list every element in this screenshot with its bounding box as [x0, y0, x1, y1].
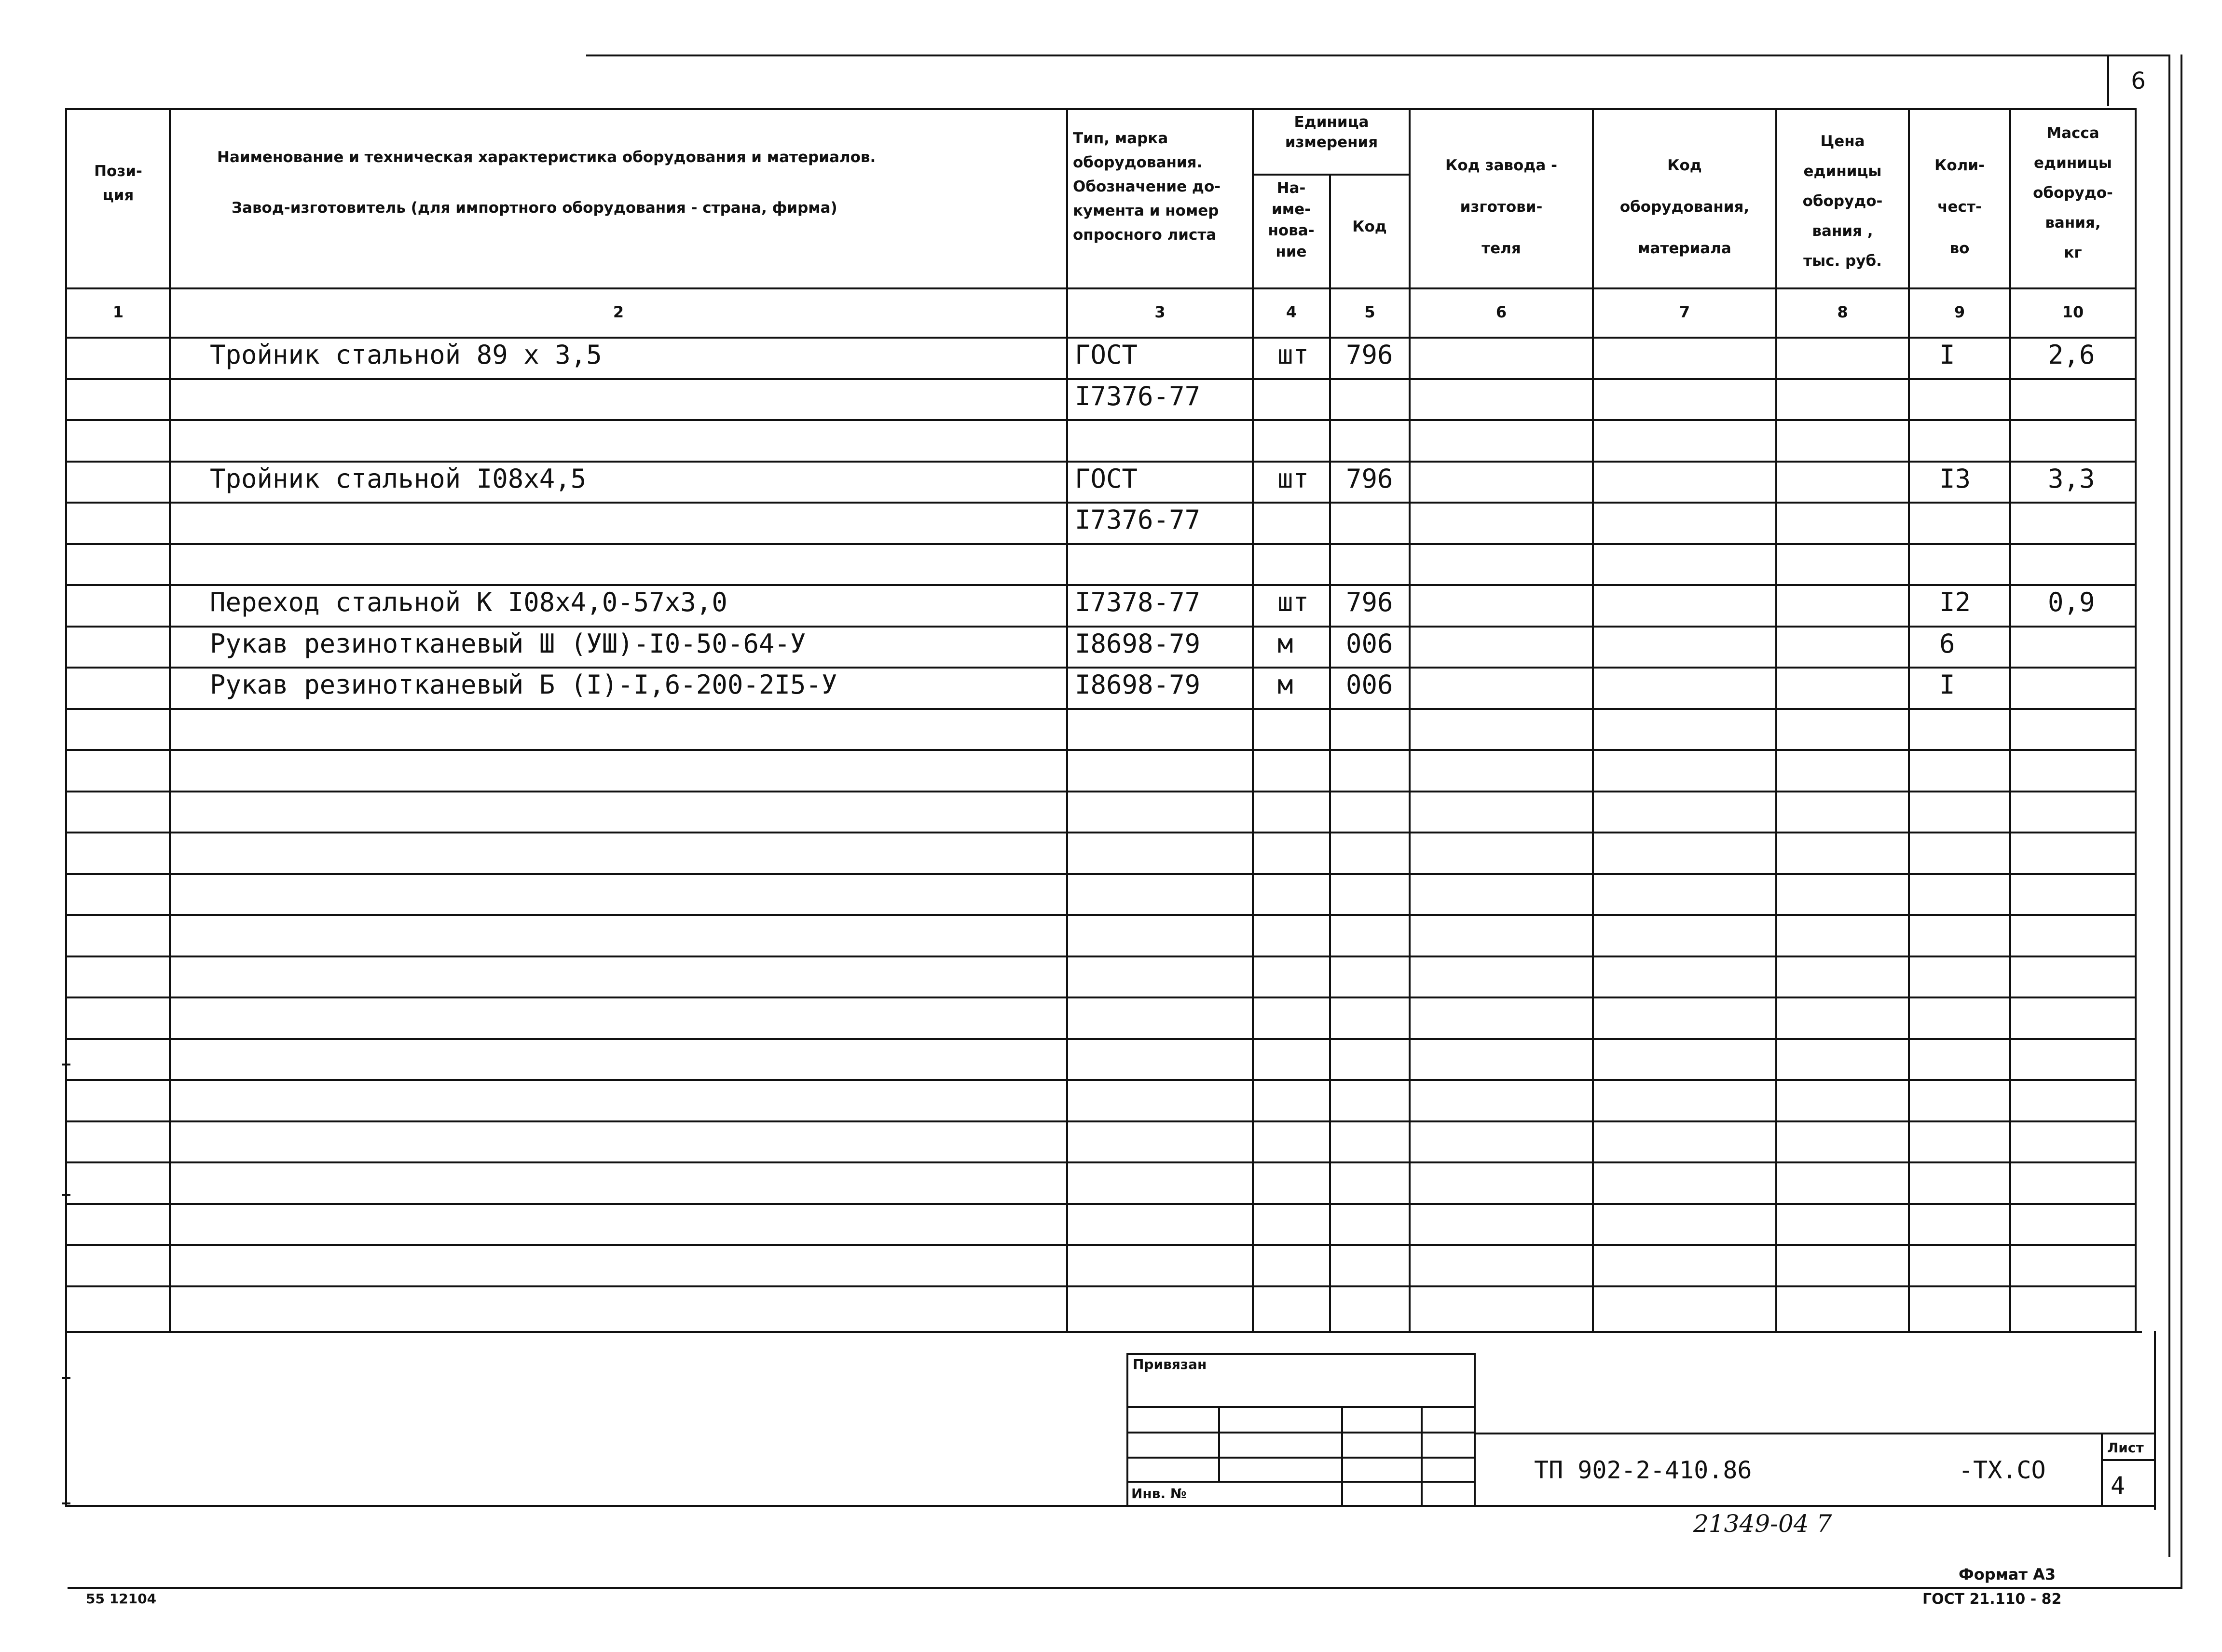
row-name: Рукав резинотканевый Ш (УШ)-I0-50-64-У — [210, 628, 806, 659]
col-divider-10 — [2135, 108, 2137, 1331]
row-line — [65, 1161, 2135, 1163]
header-equipment-code: Код оборудования, материала — [1619, 157, 1750, 257]
row-line — [65, 956, 2135, 957]
title-block-bottom — [65, 1505, 2156, 1507]
stamp-right — [1474, 1353, 1476, 1505]
header-bottom-line — [65, 287, 2135, 289]
col-divider-4 — [1329, 174, 1331, 1331]
col-divider-6 — [1592, 108, 1594, 1331]
binding-mark-2 — [62, 1194, 70, 1196]
row-line — [65, 832, 2135, 833]
row-line — [65, 461, 2135, 463]
row-unit-code: 796 — [1346, 464, 1393, 494]
row-line — [65, 1038, 2135, 1040]
row-quantity: 6 — [1939, 628, 1955, 659]
designation-suffix: -ТХ.СО — [1959, 1456, 2046, 1484]
row-mass: 0,9 — [2048, 587, 2095, 617]
colnum-6: 6 — [1495, 303, 1507, 321]
colnum-10: 10 — [2062, 303, 2084, 321]
colnum-7: 7 — [1679, 303, 1690, 321]
row-mass: 3,3 — [2048, 464, 2095, 494]
row-unit-code: 796 — [1346, 587, 1393, 617]
row-quantity: I — [1939, 669, 1955, 700]
title-block-top — [65, 1331, 2142, 1333]
header-unit-group-text: Единица измерения — [1285, 113, 1378, 151]
sheet-label: Лист — [2107, 1440, 2144, 1456]
row-line — [65, 708, 2135, 710]
row-unit: м — [1277, 669, 1293, 700]
stamp-top — [1126, 1353, 1474, 1355]
row-unit: шт — [1277, 587, 1309, 617]
stamp-col-2 — [1341, 1406, 1343, 1505]
row-line — [65, 1285, 2135, 1287]
header-position: Пози- ция — [94, 163, 142, 204]
table-left-border — [65, 108, 67, 1505]
row-quantity: I — [1939, 340, 1955, 370]
row-line — [65, 1203, 2135, 1205]
frame-right-border — [2168, 55, 2170, 1557]
row-line — [65, 667, 2135, 669]
sheet-number: 4 — [2111, 1472, 2126, 1500]
header-price: Цена единицы оборудо- вания , тыс. руб. — [1802, 133, 1883, 270]
column-numbers-bottom-line — [65, 337, 2135, 339]
colnum-4: 4 — [1286, 303, 1297, 321]
row-line — [65, 914, 2135, 916]
sheet-box-divider — [2101, 1459, 2154, 1461]
row-unit-code: 006 — [1346, 669, 1393, 700]
row-line — [65, 543, 2135, 545]
header-type: Тип, марка оборудования. Обозначение до- кумента и номер опросного листа — [1073, 130, 1221, 244]
row-unit: шт — [1277, 464, 1309, 494]
row-unit-code: 006 — [1346, 628, 1393, 659]
colnum-3: 3 — [1154, 303, 1166, 321]
stamp-col-3 — [1421, 1406, 1423, 1505]
footer-gost: ГОСТ 21.110 - 82 — [1922, 1591, 2062, 1608]
header-name-line1: Наименование и техническая характеристика оборудования и материалов. — [217, 149, 876, 166]
row-line — [65, 626, 2135, 628]
col-divider-8 — [1908, 108, 1910, 1331]
row-line — [65, 378, 2135, 380]
row-document: I7378-77 — [1075, 587, 1201, 617]
row-name: Переход стальной К I08x4,0-57x3,0 — [210, 587, 727, 617]
row-line — [65, 997, 2135, 998]
binding-mark-3 — [62, 1377, 70, 1379]
binding-mark-1 — [62, 1064, 70, 1065]
row-line — [65, 584, 2135, 586]
col-divider-2 — [1066, 108, 1068, 1331]
stamp-col-1 — [1218, 1406, 1220, 1481]
row-name: Рукав резинотканевый Б (I)-I,6-200-2I5-У — [210, 669, 837, 700]
header-unit-code: Код — [1352, 218, 1387, 235]
row-line — [65, 873, 2135, 875]
footer-left-code: 55 12104 — [86, 1591, 157, 1607]
col-divider-7 — [1775, 108, 1777, 1331]
colnum-2: 2 — [613, 303, 624, 321]
handwritten-number: 21349-04 7 — [1693, 1510, 1832, 1538]
row-document: I7376-77 — [1075, 381, 1201, 411]
table-top-border — [65, 108, 2135, 110]
top-binding-line — [586, 55, 2168, 56]
colnum-8: 8 — [1837, 303, 1848, 321]
designation-code: ТП 902-2-410.86 — [1534, 1456, 1752, 1484]
colnum-9: 9 — [1954, 303, 1965, 321]
row-line — [65, 419, 2135, 421]
sheet-box-left — [2101, 1433, 2103, 1505]
colnum-5: 5 — [1364, 303, 1375, 321]
row-line — [65, 1244, 2135, 1246]
row-name: Тройник стальной I08x4,5 — [210, 464, 587, 494]
binding-mark-4 — [62, 1502, 70, 1504]
header-quantity: Коли- чест- во — [1934, 157, 1985, 257]
row-document: I7376-77 — [1075, 505, 1201, 535]
header-maker-code: Код завода - изготови- теля — [1445, 157, 1557, 257]
row-mass: 2,6 — [2048, 340, 2095, 370]
designation-top — [1474, 1433, 2154, 1434]
row-document: ГОСТ — [1075, 340, 1138, 370]
outer-right-border — [2181, 55, 2182, 1588]
row-name: Тройник стальной 89 x 3,5 — [210, 340, 602, 370]
row-unit-code: 796 — [1346, 340, 1393, 370]
col-divider-3 — [1252, 108, 1254, 1331]
col-divider-9 — [2009, 108, 2011, 1331]
row-line — [65, 791, 2135, 792]
row-unit: шт — [1277, 340, 1309, 370]
row-line — [65, 1120, 2135, 1122]
bottom-frame-line — [68, 1587, 2182, 1589]
row-unit: м — [1277, 628, 1293, 659]
row-line — [65, 502, 2135, 504]
col-divider-5 — [1409, 108, 1411, 1331]
colnum-1: 1 — [112, 303, 124, 321]
inv-no-label: Инв. № — [1131, 1486, 1187, 1502]
header-mass: Масса единицы оборудо- вания, кг — [2033, 124, 2113, 261]
header-name-line2: Завод-изготовитель (для импортного оборудования - страна, фирма) — [232, 199, 837, 217]
row-document: I8698-79 — [1075, 669, 1201, 700]
footer-format: Формат А3 — [1959, 1565, 2056, 1584]
row-document: ГОСТ — [1075, 464, 1138, 494]
row-line — [65, 1079, 2135, 1081]
row-quantity: I3 — [1939, 464, 1971, 494]
page-number: 6 — [2131, 68, 2146, 95]
row-line — [65, 749, 2135, 751]
col-divider-1 — [169, 108, 171, 1331]
header-unit-name: На- име- нова- ние — [1268, 179, 1315, 260]
privyazan-label: Привязан — [1133, 1356, 1207, 1372]
row-document: I8698-79 — [1075, 628, 1201, 659]
row-quantity: I2 — [1939, 587, 1971, 617]
title-block-right — [2154, 1331, 2156, 1510]
